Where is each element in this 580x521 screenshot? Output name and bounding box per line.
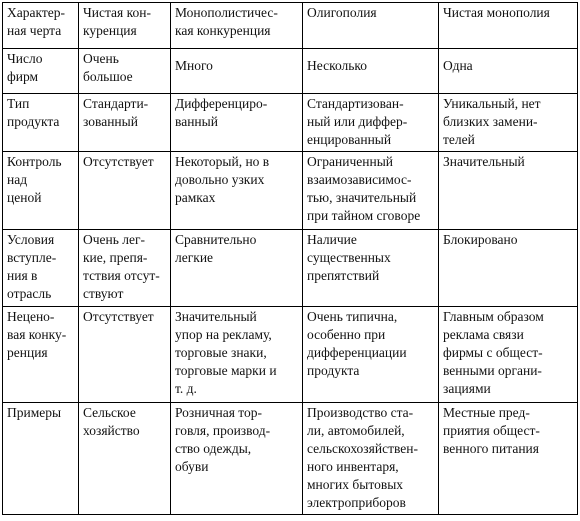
- table-cell: Одна: [439, 49, 578, 94]
- table-cell: Сравнительно легкие: [171, 230, 303, 307]
- header-cell-perfect-competition: Чистая кон- куренция: [79, 3, 171, 49]
- table-cell: Главным образом реклама связи фирмы с общест- венными органи- зациями: [439, 307, 578, 403]
- table-row: [3, 49, 578, 94]
- table-cell: Сельское хозяйство: [79, 403, 171, 515]
- header-row: [3, 3, 578, 49]
- row-label: Число фирм: [3, 49, 79, 94]
- table-row: [3, 152, 578, 230]
- table-cell: Значительный упор на рекламу, торговые знаки, торговые марки и т. д.: [171, 307, 303, 403]
- table-cell: Очень лег- кие, препя- тствия отсут- ствуют: [79, 230, 171, 307]
- table-cell: Некоторый, но в довольно узких рамках: [171, 152, 303, 230]
- table-row: [3, 230, 578, 307]
- table-cell: Несколько: [303, 49, 439, 94]
- table-cell: Уникальный, нет близких замени- телей: [439, 94, 578, 152]
- table-cell: Розничная тор- говля, производ- ство одежды, обуви: [171, 403, 303, 515]
- table-cell: Стандарти- зованный: [79, 94, 171, 152]
- row-label: Нецено- вая конку- ренция: [3, 307, 79, 403]
- header-cell-monopolistic-competition: Монополистичес- кая конкуренция: [171, 3, 303, 49]
- table-cell: Ограниченный взаимозависимос- тью, значительный при тайном сговоре: [303, 152, 439, 230]
- table-row: [3, 307, 578, 403]
- row-label: Примеры: [3, 403, 79, 515]
- table-cell: Отсутствует: [79, 152, 171, 230]
- table-cell: Очень типична, особенно при дифференциации продукта: [303, 307, 439, 403]
- table-cell: Производство ста- ли, автомобилей, сельскохозяйствен- ного инвентаря, многих бытовых электроприборов: [303, 403, 439, 515]
- table-cell: Очень большое: [79, 49, 171, 94]
- comparison-table: [2, 2, 578, 515]
- table-cell: Блокировано: [439, 230, 578, 307]
- row-label: Тип продукта: [3, 94, 79, 152]
- header-cell-feature: Характер- ная черта: [3, 3, 79, 49]
- table-cell: Стандартизован- ный или диффер- енцированный: [303, 94, 439, 152]
- table-cell: Наличие существенных препятствий: [303, 230, 439, 307]
- table-row: [3, 403, 578, 515]
- table-cell: Отсутствует: [79, 307, 171, 403]
- table-cell: Местные пред- приятия общест- венного питания: [439, 403, 578, 515]
- table-cell: Много: [171, 49, 303, 94]
- table-cell: Значительный: [439, 152, 578, 230]
- table-cell: Дифференциро- ванный: [171, 94, 303, 152]
- header-cell-pure-monopoly: Чистая монополия: [439, 3, 578, 49]
- table-row: [3, 94, 578, 152]
- header-cell-oligopoly: Олигополия: [303, 3, 439, 49]
- row-label: Условия вступле- ния в отрасль: [3, 230, 79, 307]
- row-label: Контроль над ценой: [3, 152, 79, 230]
